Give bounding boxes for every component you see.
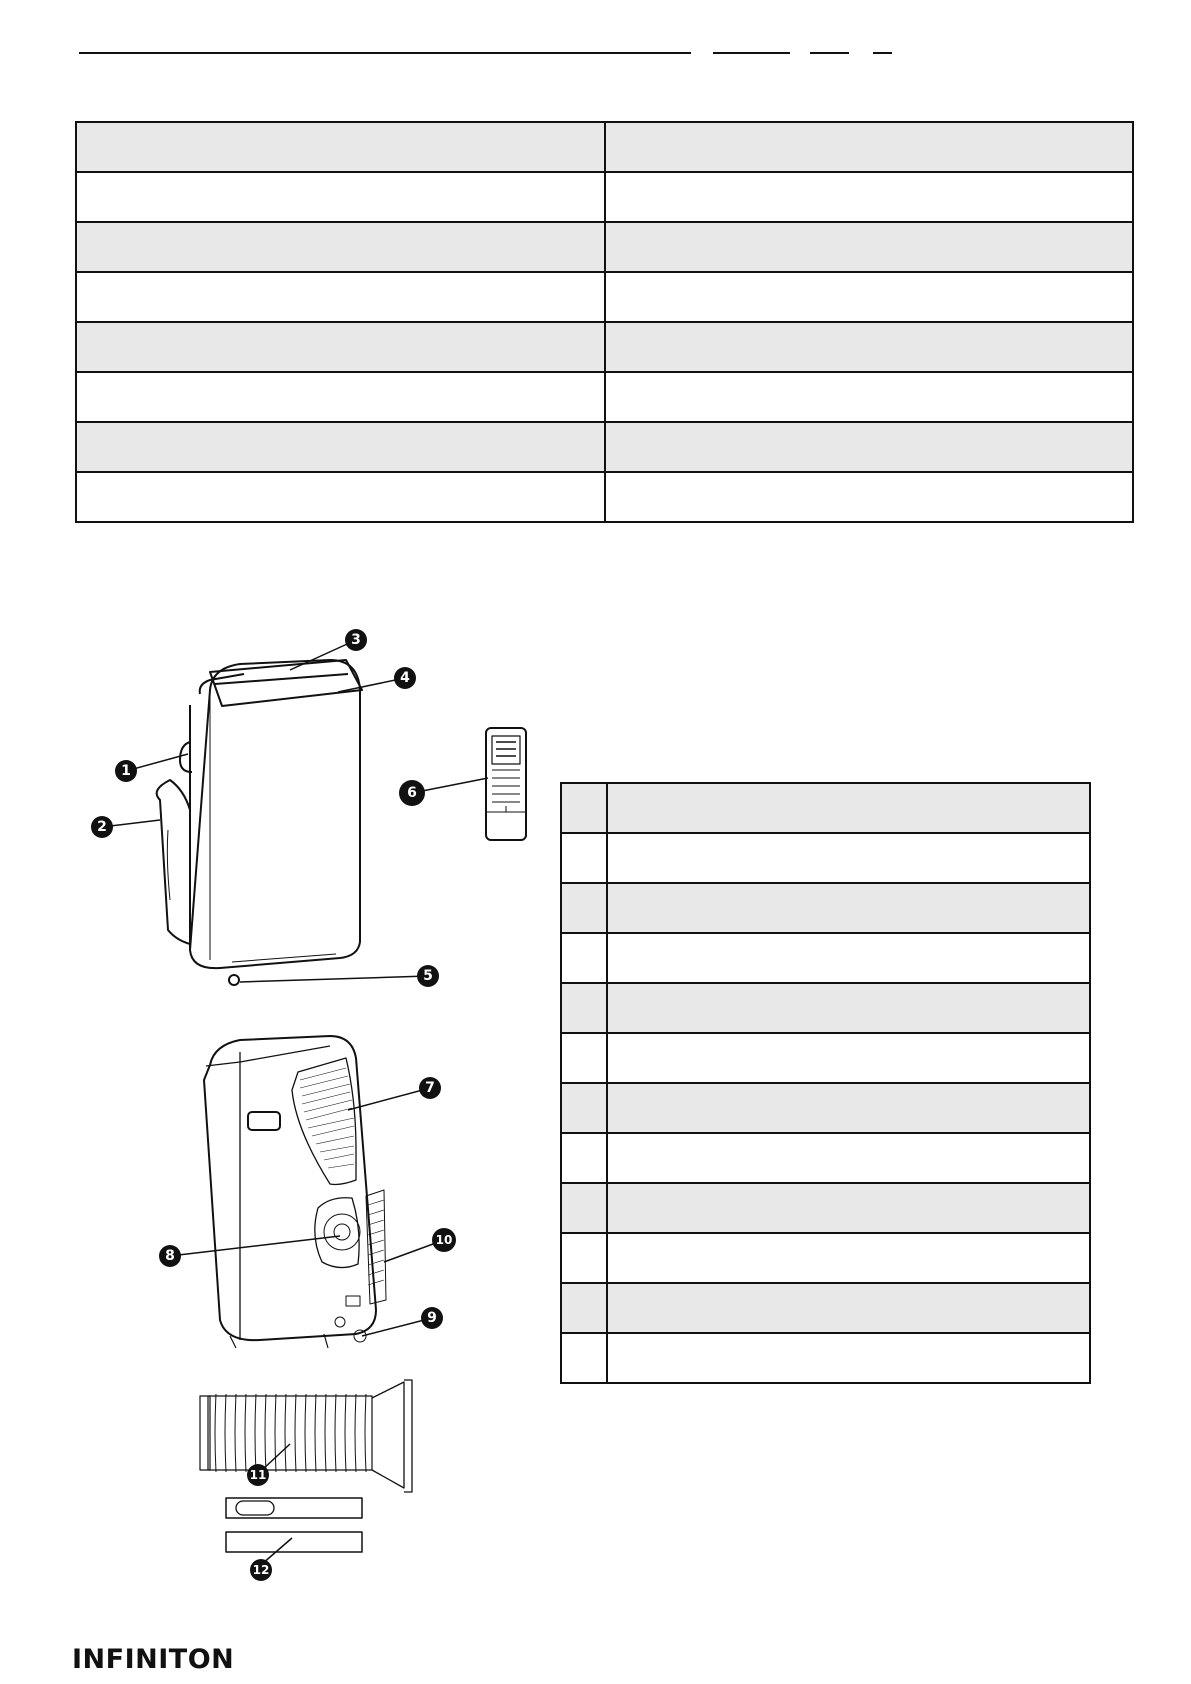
spec-value — [605, 272, 1133, 322]
callout-12 — [250, 1559, 272, 1581]
spec-value — [605, 322, 1133, 372]
part-number — [561, 1183, 607, 1233]
spec-row — [76, 122, 1133, 172]
part-name — [607, 883, 1090, 933]
part-name — [607, 1283, 1090, 1333]
part-number — [561, 1133, 607, 1183]
spec-label — [76, 272, 605, 322]
spec-label — [76, 322, 605, 372]
callout-9-label: 9 — [427, 1310, 437, 1326]
part-number — [561, 1033, 607, 1083]
part-name — [607, 933, 1090, 983]
spec-row — [76, 372, 1133, 422]
part-number — [561, 933, 607, 983]
callout-4 — [394, 667, 416, 689]
parts-row — [561, 1033, 1090, 1083]
callout-10 — [432, 1228, 456, 1252]
spec-row — [76, 472, 1133, 522]
parts-row — [561, 1283, 1090, 1333]
parts-row — [561, 1083, 1090, 1133]
callout-11-label: 11 — [249, 1468, 267, 1482]
spec-row — [76, 172, 1133, 222]
callout-6-label: 6 — [407, 785, 417, 801]
spec-value — [605, 472, 1133, 522]
parts-row — [561, 833, 1090, 883]
callout-3-label: 3 — [351, 632, 361, 648]
part-name — [607, 1183, 1090, 1233]
spec-row — [76, 322, 1133, 372]
exhaust-hose-drawing — [200, 1380, 412, 1492]
callout-4-label: 4 — [400, 670, 410, 686]
callout-7 — [419, 1077, 441, 1099]
air-conditioner-diagram — [0, 560, 560, 1590]
part-number — [561, 783, 607, 833]
brand-logo: INFINITON — [72, 1644, 235, 1675]
callout-1 — [115, 760, 137, 782]
part-name — [607, 833, 1090, 883]
part-name — [607, 1333, 1090, 1383]
callout-1-label: 1 — [121, 763, 131, 779]
part-name — [607, 1083, 1090, 1133]
part-name — [607, 983, 1090, 1033]
part-number — [561, 883, 607, 933]
callout-8 — [159, 1245, 181, 1267]
spec-value — [605, 122, 1133, 172]
spec-label — [76, 472, 605, 522]
part-number — [561, 833, 607, 883]
callout-8-label: 8 — [165, 1248, 175, 1264]
spec-label — [76, 372, 605, 422]
spec-label — [76, 172, 605, 222]
parts-row — [561, 983, 1090, 1033]
callout-9 — [421, 1307, 443, 1329]
callout-7-label: 7 — [425, 1080, 435, 1096]
front-unit-drawing — [157, 660, 362, 985]
parts-row — [561, 1183, 1090, 1233]
spec-row — [76, 222, 1133, 272]
remote-control-drawing — [486, 728, 526, 840]
callout-11 — [247, 1464, 269, 1486]
spec-row — [76, 422, 1133, 472]
spec-value — [605, 422, 1133, 472]
specifications-table — [75, 121, 1134, 523]
part-name — [607, 1033, 1090, 1083]
parts-row — [561, 883, 1090, 933]
spec-value — [605, 172, 1133, 222]
callout-5 — [417, 965, 439, 987]
spec-value — [605, 222, 1133, 272]
callout-3 — [345, 629, 367, 651]
part-number — [561, 1333, 607, 1383]
header-meta-rule-3 — [873, 52, 892, 54]
parts-list-table — [560, 782, 1091, 1384]
rear-unit-drawing — [204, 1036, 386, 1348]
callout-2-label: 2 — [97, 819, 107, 835]
header-meta-rule-1 — [713, 52, 790, 54]
spec-row — [76, 272, 1133, 322]
callout-10-label: 10 — [435, 1233, 453, 1247]
parts-row — [561, 1133, 1090, 1183]
parts-row — [561, 1333, 1090, 1383]
callout-5-label: 5 — [423, 968, 433, 984]
header-title-rule — [79, 52, 691, 54]
window-kit-drawing — [226, 1498, 362, 1552]
header-meta-rule-2 — [810, 52, 849, 54]
spec-value — [605, 372, 1133, 422]
parts-row — [561, 783, 1090, 833]
part-number — [561, 983, 607, 1033]
callout-2 — [91, 816, 113, 838]
parts-row — [561, 933, 1090, 983]
part-name — [607, 783, 1090, 833]
parts-row — [561, 1233, 1090, 1283]
part-name — [607, 1233, 1090, 1283]
part-number — [561, 1083, 607, 1133]
part-number — [561, 1283, 607, 1333]
part-name — [607, 1133, 1090, 1183]
part-number — [561, 1233, 607, 1283]
spec-label — [76, 422, 605, 472]
spec-label — [76, 122, 605, 172]
callout-12-label: 12 — [252, 1563, 270, 1577]
spec-label — [76, 222, 605, 272]
callout-6 — [399, 780, 425, 806]
